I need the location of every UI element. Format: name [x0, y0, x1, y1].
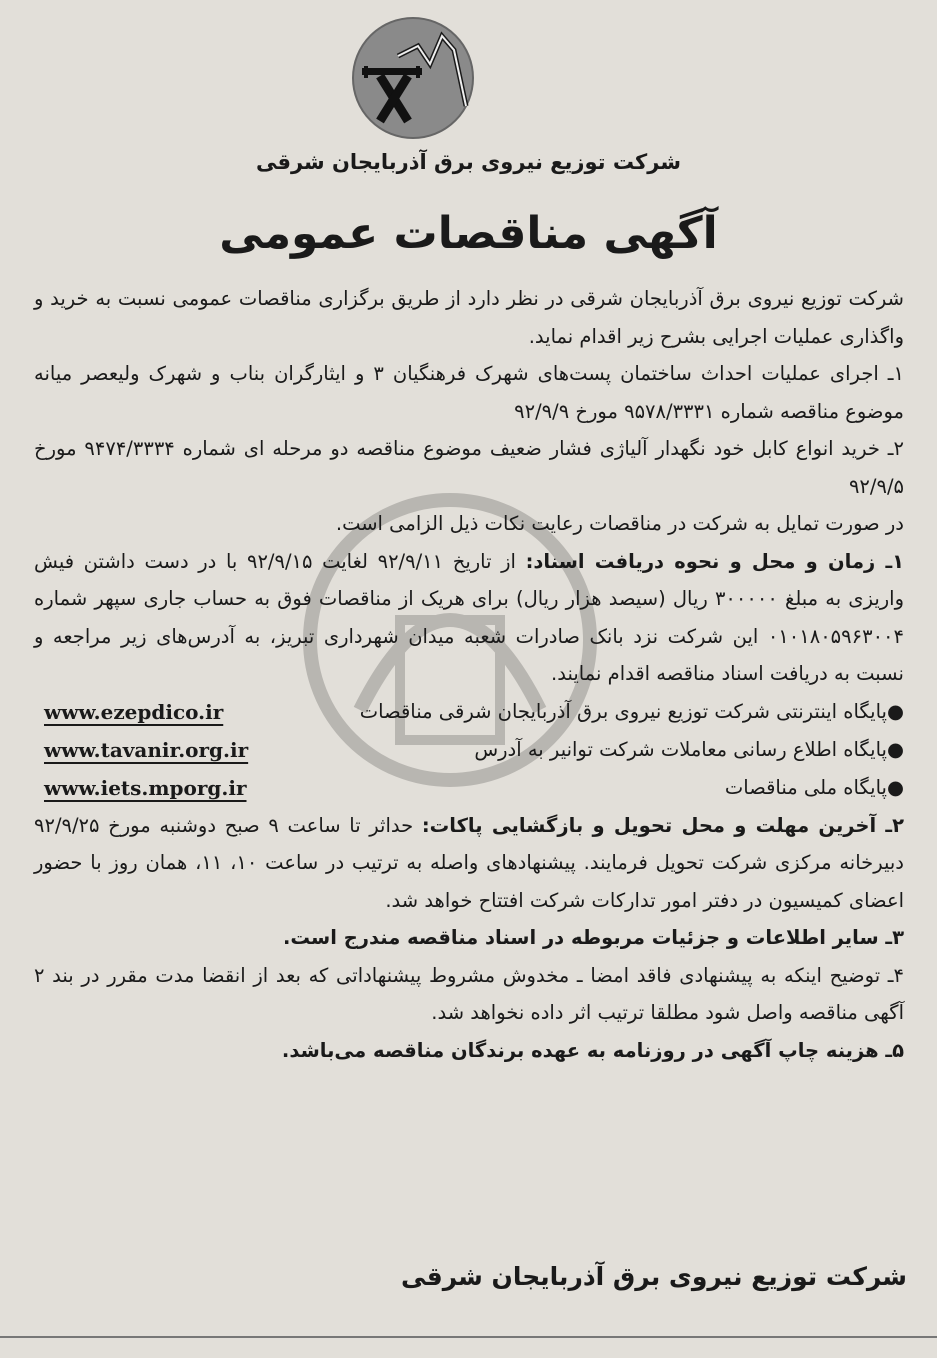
condition-1 [34, 543, 904, 693]
divider [0, 1336, 937, 1338]
company-name-header: شرکت توزیع نیروی برق آذربایجان شرقی [255, 150, 681, 174]
conditions-intro: در صورت تمایل به شرکت در مناقصات رعایت نکات ذیل الزامی است. [335, 512, 904, 535]
website-row [34, 693, 904, 731]
website-link[interactable]: www.iets.mporg.ir [44, 775, 247, 800]
website-label: ●پایگاه اطلاع رسانی معاملات شرکت توانیر به آدرس [474, 737, 904, 761]
page-title: آگهی مناقصات عمومی [219, 208, 718, 259]
company-logo-icon [338, 6, 488, 156]
condition-5: ۵ـ هزینه چاپ آگهی در روزنامه به عهده برندگان مناقصه می‌باشد. [281, 1038, 904, 1062]
condition-3: ۳ـ سایر اطلاعات و جزئیات مربوطه در اسناد مناقصه مندرج است. [283, 926, 904, 949]
signature: شرکت توزیع نیروی برق آذربایجان شرقی [401, 1262, 907, 1291]
item-1: ۱ـ اجرای عملیات احداث ساختمان پست‌های شهرک فرهنگیان ۳ و ایثارگران بناب و شهرک ولیعصر میانه موضوع مناقصه شماره ۹۵۷۸/۳۳۳۱ مورخ ۹۲/۹/۹ [34, 362, 904, 423]
condition-1-text: از تاریخ ۹۲/۹/۱۱ لغایت ۹۲/۹/۱۵ با در دست داشتن فیش واریزی به مبلغ ۳۰۰۰۰۰ ریال (سیصد هزار ریال) برای هریک از مناقصات فوق به حساب جاری سپهر شماره ۰۱۰۱۸۰۵۹۶۳۰۰۴ این شرکت نزد بانک صادرات شعبه میدان شهرداری تبریز، به آدرس‌های زیر مراجعه و نسبت به دریافت اسناد مناقصه اقدام نمایند. [34, 549, 905, 685]
condition-2-label: ۲ـ آخرین مهلت و محل تحویل و بازگشایی پاکات: [421, 813, 904, 837]
intro-paragraph: شرکت توزیع نیروی برق آذربایجان شرقی در نظر دارد از طریق برگزاری مناقصات عمومی نسبت به خرید و واگذاری عملیات اجرایی بشرح زیر اقدام نماید. [34, 287, 904, 348]
website-label: ●پایگاه ملی مناقصات [724, 775, 904, 799]
website-link[interactable]: www.ezepdico.ir [44, 699, 224, 724]
condition-2 [34, 807, 904, 920]
website-link[interactable]: www.tavanir.org.ir [44, 737, 249, 762]
item-2: ۲ـ خرید انواع کابل خود نگهدار آلیاژی فشار ضعیف موضوع مناقصه دو مرحله ای شماره ۹۴۷۴/۳۳۳۴ مورخ ۹۲/۹/۵ [34, 437, 904, 498]
condition-4: ۴ـ توضیح اینکه به پیشنهادی فاقد امضا ـ مخدوش مشروط پیشنهاداتی که بعد از انقضا مدت مقرر در بند ۲ آگهی مناقصه واصل شود مطلقا ترتیب اثر داده نخواهد شد. [34, 963, 904, 1024]
condition-1-label: ۱ـ زمان و محل و نحوه دریافت اسناد: [525, 549, 905, 573]
website-label: ●پایگاه اینترنتی شرکت توزیع نیروی برق آذربایجان شرقی مناقصات [359, 699, 904, 723]
website-row [34, 731, 904, 769]
website-row [34, 769, 904, 807]
condition-2-text: حداثر تا ساعت ۹ صبح دوشنبه مورخ ۹۲/۹/۲۵ دبیرخانه مرکزی شرکت تحویل فرمایند. پیشنهادهای واصله به ترتیب در ساعت ۱۰، ۱۱، همان روز با حضور اعضای کمیسیون در دفتر امور تدارکات شرکت افتتاح خواهد شد. [34, 813, 904, 912]
notice-body [34, 280, 904, 1069]
